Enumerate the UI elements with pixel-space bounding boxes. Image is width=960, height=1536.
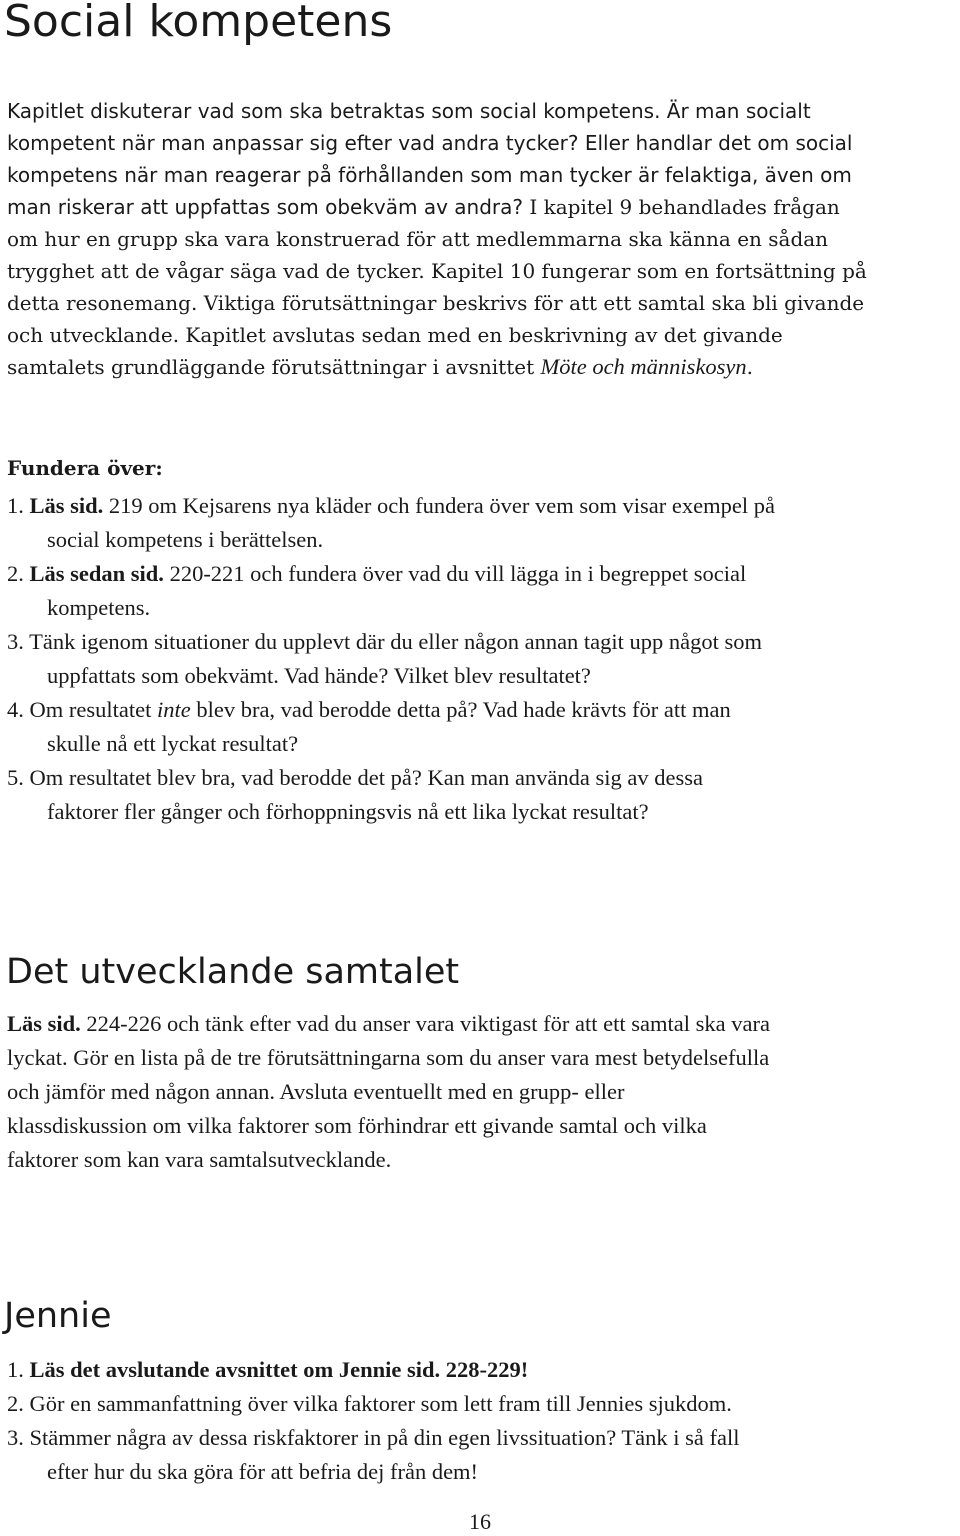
question-3: 3. Tänk igenom situationer du upplevt där du eller någon annan tagit upp något som xyxy=(7,629,763,654)
jennie-item-2: 2. Gör en sammanfattning över vilka faktorer som lett fram till Jennies sjukdom. xyxy=(7,1391,732,1416)
intro-line-2: kompetent när man anpassar sig efter vad andra tycker? Eller handlar det om social xyxy=(7,131,853,155)
samtal-line-1-text: 224-226 och tänk efter vad du anser vara viktigast för att ett samtal ska vara xyxy=(80,1011,770,1036)
samtal-line-3: och jämför med någon annan. Avsluta eventuellt med en grupp- eller xyxy=(7,1079,625,1104)
intro-line-6: trygghet att de vågar säga vad de tycker. Kapitel 10 fungerar som en fortsättning på xyxy=(7,259,867,283)
question-4-cont: skulle nå ett lyckat resultat? xyxy=(47,731,299,756)
intro-line-3: kompetens när man reagerar på förhållanden som man tycker är felaktiga, även om xyxy=(7,163,852,187)
samtal-line-1-bold: Läs sid. xyxy=(7,1011,81,1036)
question-4 xyxy=(7,694,731,726)
heading-jennie: Jennie xyxy=(4,1296,112,1336)
question-3-cont: uppfattats som obekvämt. Vad hände? Vilket blev resultatet? xyxy=(47,663,591,688)
heading-social-kompetens: Social kompetens xyxy=(4,0,393,47)
fundera-label xyxy=(7,452,163,484)
q2-text: 220-221 och fundera över vad du vill lägga in i begreppet social xyxy=(163,561,747,586)
q2-bold: Läs sedan sid. xyxy=(29,561,164,586)
q1-text: 219 om Kejsarens nya kläder och fundera över vem som visar exempel på xyxy=(103,493,775,518)
intro-line-8: och utvecklande. Kapitlet avslutas sedan med en beskrivning av det givande xyxy=(7,323,783,347)
intro-line-4 xyxy=(7,191,840,223)
heading-det-utvecklande-samtalet: Det utvecklande samtalet xyxy=(6,952,460,992)
intro-line-9-italic: Möte och människosyn xyxy=(540,354,747,379)
samtal-line-1 xyxy=(7,1008,770,1040)
q2-number: 2. xyxy=(7,561,30,586)
question-2 xyxy=(7,558,746,590)
question-5: 5. Om resultatet blev bra, vad berodde det på? Kan man använda sig av dessa xyxy=(7,765,704,790)
samtal-line-4: klassdiskussion om vilka faktorer som förhindrar ett givande samtal och vilka xyxy=(7,1113,707,1138)
intro-line-9-a: samtalets grundläggande förutsättningar i avsnittet xyxy=(7,355,541,379)
samtal-line-2: lyckat. Gör en lista på de tre förutsättningarna som du anser vara mest betydelsefulla xyxy=(7,1045,770,1070)
fundera-label-text: Fundera över: xyxy=(7,456,163,480)
samtal-line-5: faktorer som kan vara samtalsutvecklande. xyxy=(7,1147,392,1172)
q4-pre: 4. Om resultatet xyxy=(7,697,157,722)
jennie-item-3-cont: efter hur du ska göra för att befria dej från dem! xyxy=(47,1459,479,1484)
jennie-item-3: 3. Stämmer några av dessa riskfaktorer in på din egen livssituation? Tänk i så fall xyxy=(7,1425,740,1450)
jennie-item-1 xyxy=(7,1354,528,1386)
intro-line-5: om hur en grupp ska vara konstruerad för att medlemmarna ska känna en sådan xyxy=(7,227,829,251)
question-1 xyxy=(7,490,775,522)
intro-line-4-b: I kapitel 9 behandlades frågan xyxy=(523,195,840,219)
question-1-cont: social kompetens i berättelsen. xyxy=(47,527,324,552)
question-2-cont: kompetens. xyxy=(47,595,151,620)
jennie-item-1-number: 1. xyxy=(7,1357,30,1382)
intro-line-9 xyxy=(7,351,753,383)
q4-italic: inte xyxy=(156,697,191,722)
question-5-cont: faktorer fler gånger och förhoppningsvis nå ett lika lyckat resultat? xyxy=(47,799,649,824)
page-number: 16 xyxy=(469,1509,491,1534)
q1-bold: Läs sid. xyxy=(29,493,104,518)
intro-line-7: detta resonemang. Viktiga förutsättningar beskrivs för att ett samtal ska bli givande xyxy=(7,291,865,315)
q1-number: 1. xyxy=(7,493,30,518)
q4-text: blev bra, vad berodde detta på? Vad hade krävts för att man xyxy=(190,697,731,722)
intro-line-4-a: man riskerar att uppfattas som obekväm av andra? xyxy=(7,195,523,219)
intro-line-9-end: . xyxy=(746,355,754,379)
jennie-item-1-bold: Läs det avslutande avsnittet om Jennie sid. 228-229! xyxy=(29,1357,529,1382)
intro-line-1: Kapitlet diskuterar vad som ska betraktas som social kompetens. Är man socialt xyxy=(7,99,811,123)
